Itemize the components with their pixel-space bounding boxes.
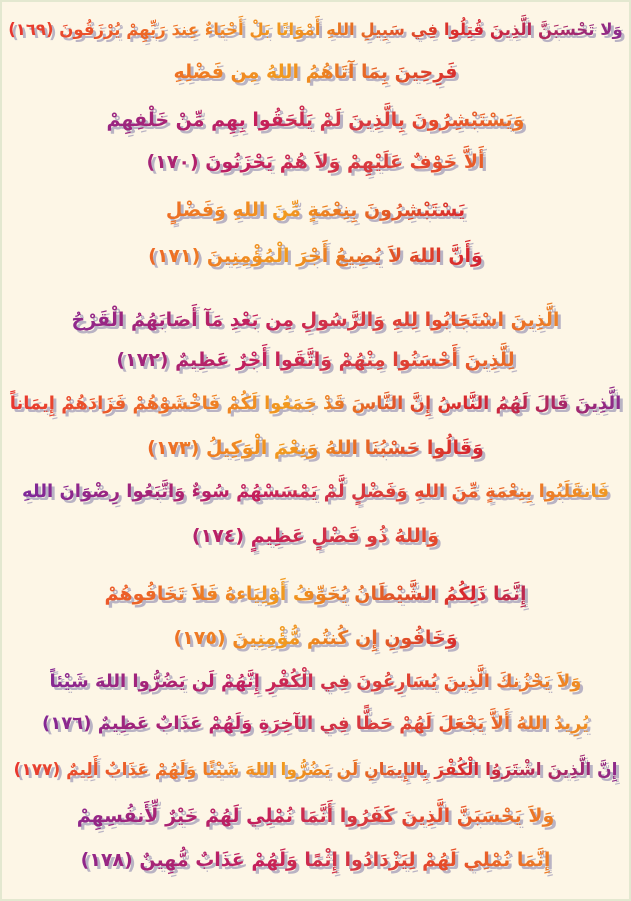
verse-line: فَرِحِينَ بِمَا آتَاهُمُ اللهُ مِن فَضْلِهِ	[8, 50, 623, 94]
verse-line-170: أَلاَّ خَوْفٌ عَلَيْهِمْ وَلاَ هُمْ يَحْزَنُونَ (١٧٠)	[8, 140, 623, 184]
verse-line-169: وَلا تَحْسَبَنَّ الَّذِينَ قُتِلُوا فِي سَبِيلِ اللهِ أَمْوَاتًا بَلْ أَحْيَاءٌ عِندَ رَبِّهِمْ يُرْزَقُونَ (١٦٩)	[8, 8, 623, 52]
verse-line-175: وَخَافُونِ إِن كُنتُم مُّؤْمِنِينَ (١٧٥)	[8, 616, 623, 660]
verse-line: إِنَّمَا ذَلِكُمُ الشَّيْطَانُ يُخَوِّفُ أَوْلِيَاءهُ فَلاَ تَخَافُوهُمْ	[8, 572, 623, 616]
verse-line-171: وَأَنَّ اللهَ لاَ يُضِيعُ أَجْرَ الْمُؤْمِنِينَ (١٧١)	[8, 234, 623, 278]
verse-line-174: وَاللهُ ذُو فَضْلٍ عَظِيمٍ (١٧٤)	[8, 514, 623, 558]
verse-line: وَيَسْتَبْشِرُونَ بِالَّذِينَ لَمْ يَلْحَقُوا بِهِم مِّنْ خَلْفِهِمْ	[8, 98, 623, 142]
verse-line-173: وَقَالُوا حَسْبُنَا اللهُ وَنِعْمَ الْوَكِيلُ (١٧٣)	[8, 426, 623, 470]
verse-line-177: إِنَّ الَّذِينَ اشْتَرَوُا الْكُفْرَ بِالإِيمَانِ لَن يَضُرُّوا اللهَ شَيْئًا وَلَهُمْ عَذَابٌ أَلِيمٌ (١٧٧)	[8, 748, 623, 792]
verse-line: فَانقَلَبُوا بِنِعْمَةٍ مِّنَ اللهِ وَفَضْلٍ لَّمْ يَمْسَسْهُمْ سُوءٌ وَاتَّبَعُوا رِضْوَانَ اللهِ	[8, 470, 623, 514]
verse-line-178: إِنَّمَا نُمْلِي لَهُمْ لِيَزْدَادُوا إِثْمًا وَلَهُمْ عَذَابٌ مُّهِينٌ (١٧٨)	[8, 838, 623, 882]
verse-line: وَلاَ يَحْزُنكَ الَّذِينَ يُسَارِعُونَ فِي الْكُفْرِ إِنَّهُمْ لَن يَضُرُّوا اللهَ شَيْئاً	[8, 660, 623, 704]
verse-line: وَلاَ يَحْسَبَنَّ الَّذِينَ كَفَرُوا أَنَّمَا نُمْلِي لَهُمْ خَيْرٌ لِّأَنفُسِهِمْ	[8, 794, 623, 838]
verse-line: الَّذِينَ قَالَ لَهُمُ النَّاسُ إِنَّ النَّاسَ قَدْ جَمَعُوا لَكُمْ فَاخْشَوْهُمْ فَزَادَهُمْ إِيمَاناً	[8, 382, 623, 426]
verse-line: يَسْتَبْشِرُونَ بِنِعْمَةٍ مِّنَ اللهِ وَفَضْلٍ	[8, 188, 623, 232]
verse-line-172: لِلَّذِينَ أَحْسَنُوا مِنْهُمْ وَاتَّقَوا أَجْرٌ عَظِيمٌ (١٧٢)	[8, 338, 623, 382]
verse-line: الَّذِينَ اسْتَجَابُوا لِلهِ وَالرَّسُولِ مِن بَعْدِ مَآ أَصَابَهُمُ الْقَرْحُ	[8, 298, 623, 342]
verse-line-176: يُرِيدُ اللهُ أَلاَّ يَجْعَلَ لَهُمْ حَظًّا فِي الآخِرَةِ وَلَهُمْ عَذَابٌ عَظِيمٌ (١٧٦)	[8, 702, 623, 746]
